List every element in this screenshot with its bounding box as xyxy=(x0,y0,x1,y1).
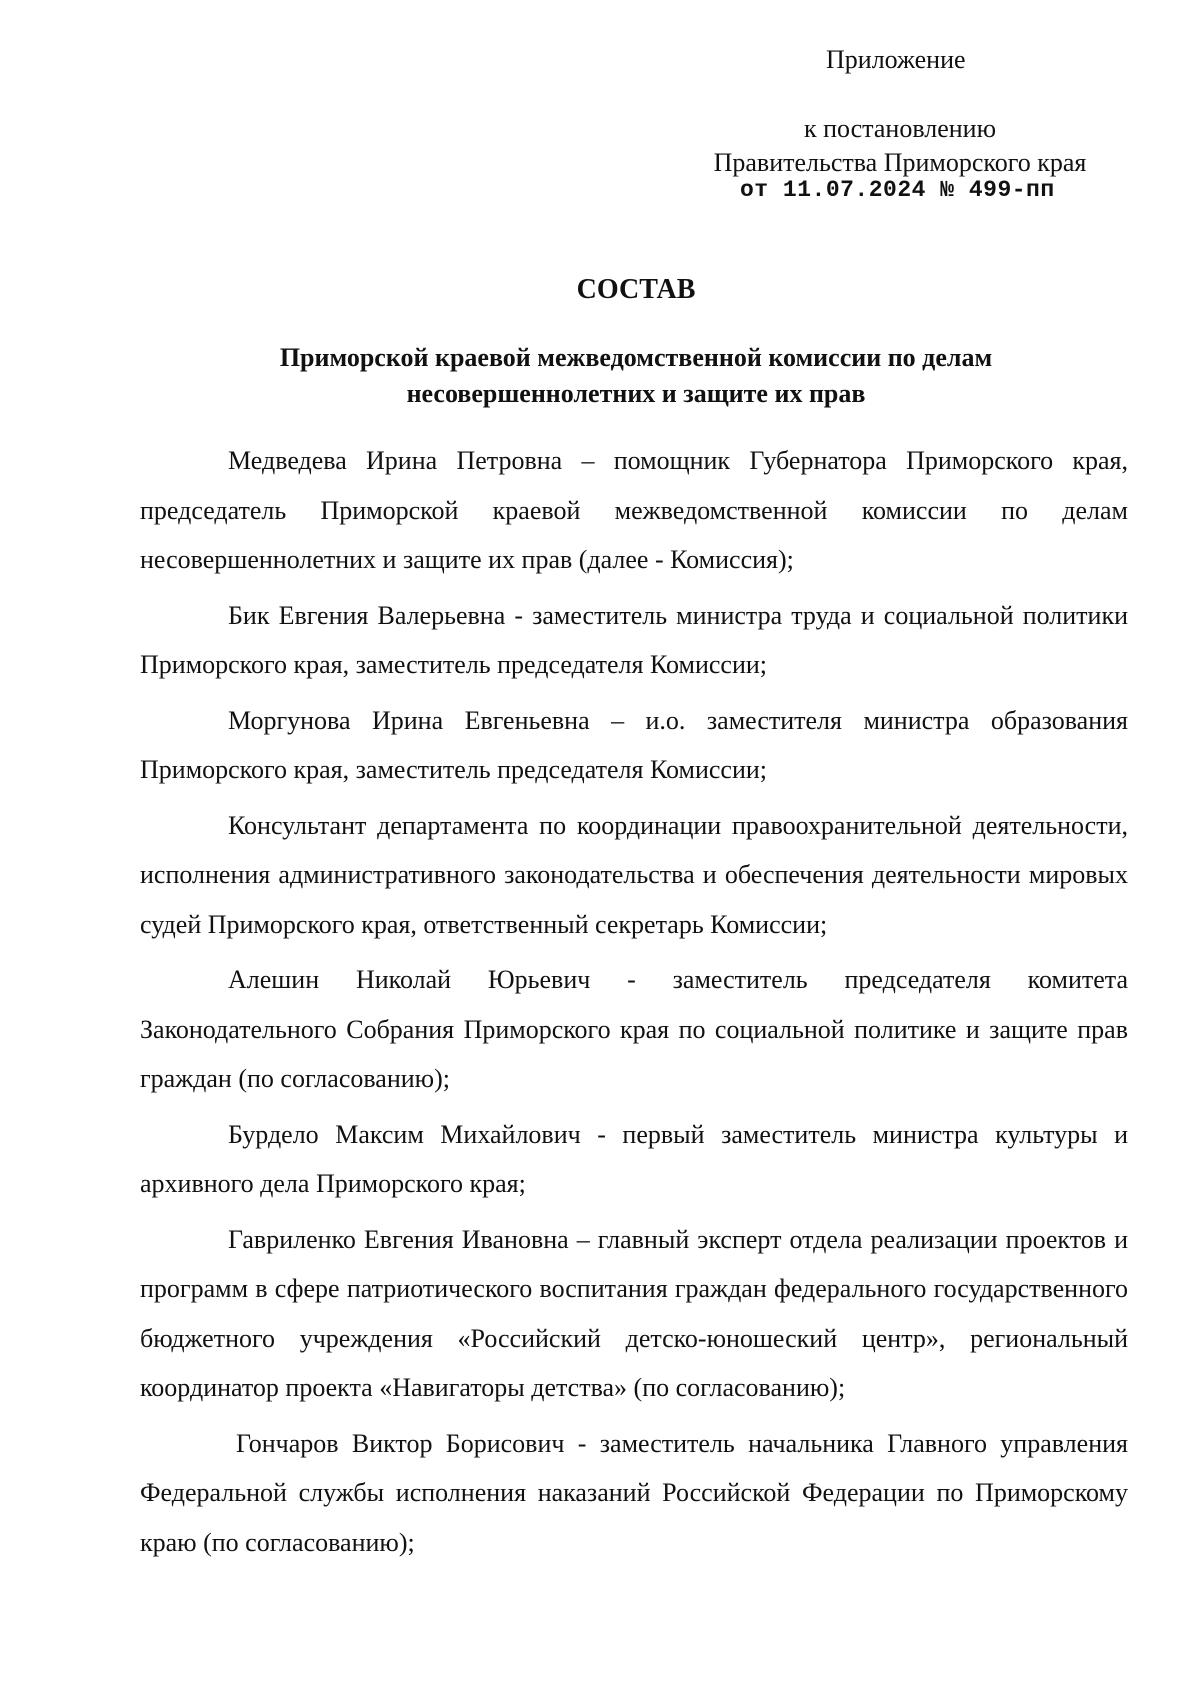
member-entry: Медведева Ирина Петровна – помощник Губернатора Приморского края, председатель Приморской краевой межведомственной комиссии по делам несовершеннолетних и защите их прав (далее - Комиссия); xyxy=(140,446,1128,574)
member-entry: Бурдело Максим Михайлович - первый заместитель министра культуры и архивного дела Приморского края; xyxy=(140,1119,1128,1198)
subtitle-line-1: Приморской краевой межведомственной комиссии по делам xyxy=(279,343,993,372)
subtitle-line-2: несовершеннолетних и защите их прав xyxy=(406,379,866,408)
members-list xyxy=(140,436,1128,1573)
member-entry: Бик Евгения Валерьевна - заместитель министра труда и социальной политики Приморского края, заместитель председателя Комиссии; xyxy=(140,600,1128,679)
member-entry: Моргунова Ирина Евгеньевна – и.о. заместителя министра образования Приморского края, заместитель председателя Комиссии; xyxy=(140,705,1128,784)
resolution-reference xyxy=(680,112,1120,180)
document-subtitle xyxy=(200,340,1072,412)
member-entry: Консультант департамента по координации правоохранительной деятельности, исполнения административного законодательства и обеспечения деятельности мировых судей Приморского края, ответственный секретарь Комиссии; xyxy=(140,810,1128,939)
member-entry: Гавриленко Евгения Ивановна – главный эксперт отдела реализации проектов и программ в сфере патриотического воспитания граждан федерального государственного бюджетного учреждения «Российский детско-юношеский центр», региональный координатор проекта «Навигаторы детства» (по согласованию); xyxy=(140,1224,1128,1402)
resolution-line-2: Правительства Приморского края xyxy=(713,148,1087,177)
member-entry: Гончаров Виктор Борисович - заместитель начальника Главного управления Федеральной службы исполнения наказаний Российской Федерации по Приморскому краю (по согласованию); xyxy=(140,1428,1128,1557)
resolution-line-1: к постановлению xyxy=(803,114,997,143)
appendix-label: Приложение xyxy=(826,45,966,74)
resolution-number: от 11.07.2024 № 499-пп xyxy=(740,177,1055,203)
document-title: СОСТАВ xyxy=(576,274,696,305)
member-entry: Алешин Николай Юрьевич - заместитель председателя комитета Законодательного Собрания Приморского края по социальной политике и защите прав граждан (по согласованию); xyxy=(140,965,1128,1093)
